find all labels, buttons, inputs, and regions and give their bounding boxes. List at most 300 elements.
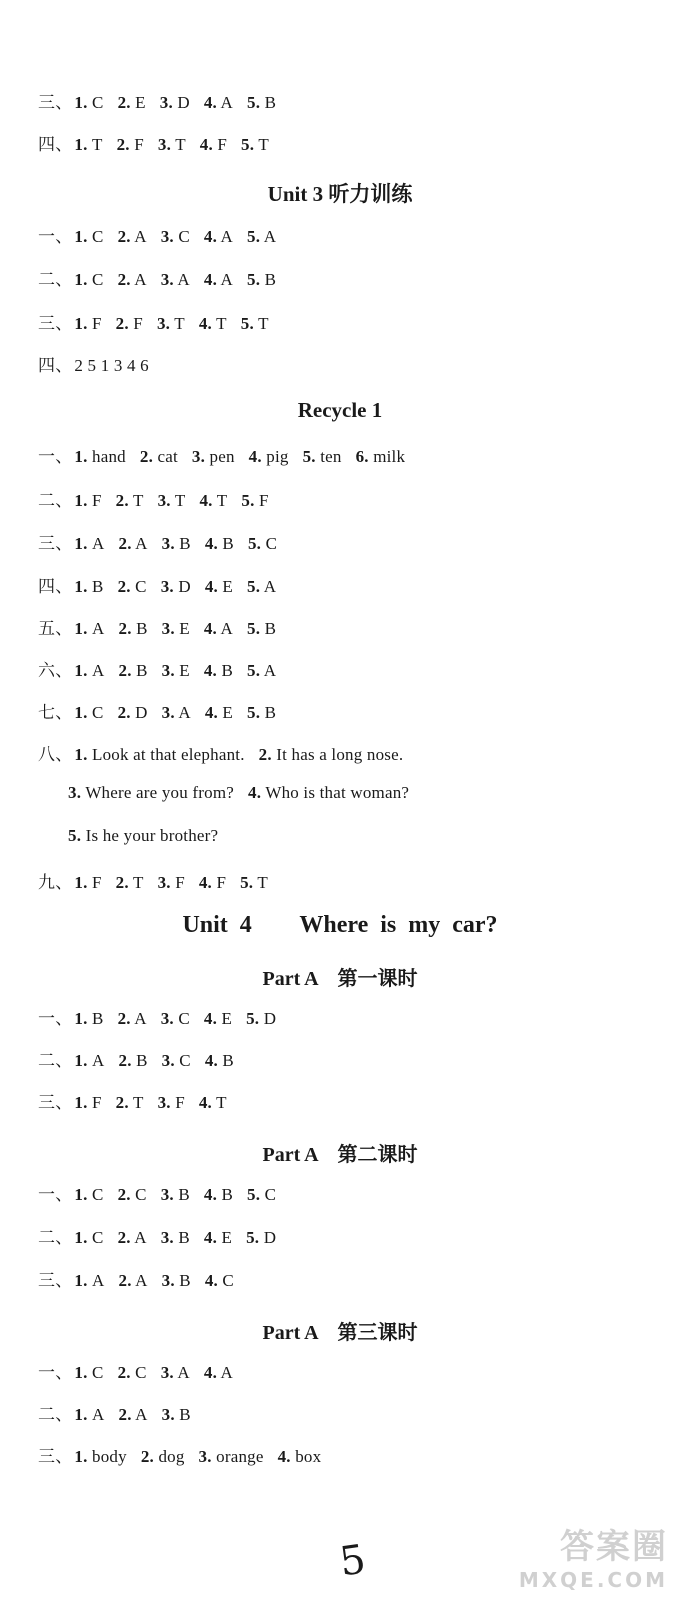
item-number: 3.: [157, 135, 172, 154]
item-number: 4.: [198, 1093, 212, 1112]
item-answer: Who is that woman?: [265, 783, 410, 802]
item-answer: hand: [92, 447, 126, 466]
item-answer: T: [132, 873, 144, 892]
item-number: 1.: [74, 1009, 88, 1028]
answer-item: [118, 227, 147, 246]
answer-item: [74, 1447, 126, 1466]
item-number: 3.: [191, 447, 206, 466]
item-answer: Look at that elephant.: [92, 745, 245, 764]
answer-item: [158, 1093, 185, 1112]
item-answer: A: [92, 661, 105, 680]
item-answer: A: [134, 227, 147, 246]
item-number: 4.: [204, 577, 218, 596]
answer-item: [199, 314, 227, 333]
item-answer: C: [222, 1271, 234, 1290]
item-answer: T: [174, 491, 186, 510]
item-answer: C: [135, 577, 147, 596]
answer-item: [119, 661, 148, 680]
item-answer: T: [92, 135, 103, 154]
item-number: 5.: [247, 534, 262, 553]
item-number: 4.: [203, 1185, 218, 1204]
answer-line: [38, 1180, 290, 1205]
answer-item: [205, 1271, 234, 1290]
item-number: 3.: [160, 270, 174, 289]
answer-line: [38, 1358, 247, 1383]
answer-item: [247, 619, 276, 638]
item-number: 4.: [198, 314, 212, 333]
answer-item: [118, 1185, 147, 1204]
item-number: 1.: [74, 703, 88, 722]
question-number: 四、: [38, 135, 73, 154]
item-answer: B: [178, 1185, 190, 1204]
answer-item: [162, 703, 191, 722]
answer-item: [117, 135, 144, 154]
answer-item: [119, 1405, 148, 1424]
answer-item: [199, 873, 226, 892]
item-number: 4.: [203, 1363, 218, 1382]
item-answer: E: [179, 619, 190, 638]
item-answer: C: [178, 227, 190, 246]
item-answer: A: [92, 534, 105, 553]
item-answer: B: [92, 1009, 104, 1028]
question-number: 一、: [38, 447, 73, 466]
item-answer: A: [135, 1405, 148, 1424]
answer-item: [74, 1009, 103, 1028]
section-heading: Unit 3 听力训练: [267, 182, 413, 206]
item-number: 1.: [74, 745, 88, 764]
item-answer: T: [216, 1093, 227, 1112]
item-answer: body: [92, 1447, 127, 1466]
answer-item: [74, 447, 125, 466]
item-answer: E: [222, 577, 234, 596]
answer-item: [119, 619, 148, 638]
item-number: 3.: [161, 1405, 175, 1424]
question-number: 三、: [38, 1093, 73, 1112]
item-answer: orange: [216, 1447, 264, 1466]
question-number: 二、: [38, 1051, 73, 1070]
item-number: 2.: [115, 873, 129, 892]
watermark-text: 答案圈: [560, 1527, 668, 1567]
answer-item: [200, 135, 227, 154]
answer-item: [199, 1447, 264, 1466]
answer-item: [246, 1228, 276, 1247]
item-answer: A: [220, 93, 234, 112]
item-answer: D: [263, 1009, 277, 1028]
answer-item: [74, 1185, 103, 1204]
answer-item: [118, 1363, 147, 1382]
item-answer: C: [92, 703, 104, 722]
item-answer: F: [92, 314, 102, 333]
item-answer: F: [175, 1093, 185, 1112]
item-answer: A: [92, 619, 105, 638]
answer-item: [119, 534, 148, 553]
item-answer: T: [258, 314, 269, 333]
item-number: 4.: [199, 135, 213, 154]
answer-line: [38, 88, 290, 113]
answer-line: [38, 1442, 335, 1467]
item-number: 4.: [204, 534, 218, 553]
question-number: 七、: [38, 703, 73, 722]
item-answer: cat: [157, 447, 178, 466]
item-answer: B: [136, 619, 148, 638]
question-number: 九、: [38, 873, 73, 892]
item-number: 1.: [74, 1093, 88, 1112]
answer-item: [161, 1009, 190, 1028]
answer-item: [162, 619, 190, 638]
item-answer: E: [222, 703, 234, 722]
answer-item: [199, 1093, 227, 1112]
item-number: 1.: [74, 270, 88, 289]
answer-item: [74, 661, 104, 680]
item-number: 2.: [118, 1405, 132, 1424]
item-number: 4.: [199, 491, 213, 510]
answer-item: [247, 1185, 276, 1204]
item-answer: C: [179, 1051, 191, 1070]
item-answer: F: [92, 491, 102, 510]
item-answer: A: [92, 1405, 105, 1424]
item-answer: B: [222, 534, 234, 553]
item-answer: A: [263, 227, 277, 246]
item-answer: Where are you from?: [85, 783, 235, 802]
item-number: 1.: [74, 577, 88, 596]
item-answer: F: [92, 873, 102, 892]
item-number: 2.: [118, 534, 132, 553]
item-answer: A: [92, 1051, 105, 1070]
answer-item: [204, 1185, 233, 1204]
item-number: 3.: [161, 1271, 175, 1290]
item-answer: T: [258, 135, 269, 154]
answer-line: [38, 351, 163, 376]
item-answer: B: [221, 1185, 234, 1204]
item-answer: B: [264, 93, 277, 112]
item-answer: D: [135, 703, 148, 722]
item-answer: A: [220, 270, 234, 289]
item-answer: pig: [266, 447, 289, 466]
item-answer: A: [92, 1271, 105, 1290]
item-answer: C: [92, 93, 104, 112]
item-number: 5.: [240, 873, 254, 892]
answer-item: [192, 447, 235, 466]
item-number: 4.: [248, 783, 262, 802]
answer-item: [246, 1009, 276, 1028]
answer-item: [116, 491, 144, 510]
answer-line: [38, 486, 283, 511]
answer-item: [118, 1228, 147, 1247]
item-number: 2.: [116, 135, 130, 154]
item-number: 4.: [203, 93, 218, 112]
question-number: 八、: [38, 745, 73, 764]
answer-item: [74, 745, 244, 764]
answer-item: [162, 1051, 191, 1070]
item-number: 5.: [302, 447, 316, 466]
item-answer: B: [264, 270, 277, 289]
item-number: 4.: [277, 1447, 291, 1466]
item-answer: A: [134, 1009, 147, 1028]
answer-line: [38, 868, 282, 893]
answer-item: [158, 873, 185, 892]
answer-item: [249, 447, 289, 466]
item-number: 5.: [247, 661, 261, 680]
item-answer: C: [92, 1185, 104, 1204]
item-number: 3.: [161, 703, 175, 722]
answer-item: [116, 314, 143, 333]
item-number: 3.: [161, 534, 175, 553]
item-number: 2.: [117, 1185, 131, 1204]
answer-item: [74, 577, 103, 596]
section-heading: Part A 第一课时: [262, 968, 418, 990]
question-number: 二、: [38, 1228, 73, 1247]
answer-line: [38, 309, 283, 334]
item-number: 5.: [241, 491, 255, 510]
answer-item: [74, 534, 104, 553]
item-number: 6.: [355, 447, 369, 466]
section-heading: Unit 4 Where is my car?: [182, 912, 498, 938]
item-answer: C: [135, 1363, 147, 1382]
item-number: 2.: [117, 227, 131, 246]
answer-line: [38, 265, 290, 290]
answer-line: [38, 740, 417, 765]
item-number: 5.: [247, 227, 261, 246]
item-answer: D: [263, 1228, 277, 1247]
section-heading: Part A 第三课时: [262, 1322, 418, 1344]
item-answer: B: [221, 661, 234, 680]
item-number: 3.: [156, 314, 171, 333]
item-number: 2.: [117, 1009, 131, 1028]
answer-item: [158, 135, 186, 154]
answer-item: [205, 703, 233, 722]
item-answer: A: [263, 577, 277, 596]
item-number: 2.: [117, 1228, 131, 1247]
item-number: 1.: [74, 661, 88, 680]
item-answer: E: [221, 1009, 233, 1028]
item-number: 1.: [74, 447, 88, 466]
answer-item: [116, 1093, 144, 1112]
answer-item: [74, 1051, 104, 1070]
item-number: 2.: [140, 1447, 154, 1466]
item-number: 3.: [160, 577, 174, 596]
item-number: 1.: [74, 1447, 88, 1466]
answer-item: [74, 314, 101, 333]
answer-line: [38, 656, 290, 681]
item-answer: C: [92, 1363, 104, 1382]
item-number: 4.: [203, 227, 218, 246]
answer-line: [38, 1046, 248, 1071]
item-number: 5.: [247, 93, 261, 112]
item-number: 1.: [74, 1363, 88, 1382]
answer-line: [68, 826, 232, 846]
item-number: 4.: [203, 270, 218, 289]
item-number: 3.: [160, 227, 174, 246]
item-number: 4.: [204, 1051, 218, 1070]
item-number: 1.: [74, 534, 88, 553]
item-number: 3.: [160, 1363, 174, 1382]
answer-item: [74, 1228, 103, 1247]
item-number: 2.: [118, 619, 132, 638]
answer-item: [161, 1363, 190, 1382]
answer-item: [157, 314, 185, 333]
answer-item: [241, 314, 269, 333]
answer-item: [74, 491, 101, 510]
answer-item: [158, 491, 186, 510]
section-heading: Recycle 1: [297, 398, 383, 422]
question-number: 二、: [38, 270, 73, 289]
answer-item: [74, 270, 103, 289]
answer-item: [68, 826, 218, 845]
question-number: 二、: [38, 491, 73, 510]
answer-item: [247, 93, 276, 112]
item-number: 2.: [117, 1363, 131, 1382]
section-heading: Part A 第二课时: [262, 1144, 418, 1166]
question-number: 三、: [38, 1447, 73, 1466]
item-number: 1.: [74, 1271, 88, 1290]
watermark-url: MXQE.COM: [518, 1568, 668, 1592]
item-number: 5.: [246, 1228, 260, 1247]
item-answer: dog: [158, 1447, 185, 1466]
item-answer: A: [134, 1228, 147, 1247]
answer-item: [161, 577, 191, 596]
item-number: 1.: [74, 93, 88, 112]
answer-item: [278, 1447, 322, 1466]
item-answer: D: [178, 577, 191, 596]
item-number: 2.: [115, 1093, 129, 1112]
item-number: 1.: [74, 314, 88, 333]
question-number: 三、: [38, 1271, 73, 1290]
answer-item: [161, 270, 190, 289]
answer-item: [119, 1271, 148, 1290]
answer-item: [205, 577, 233, 596]
item-number: 1.: [74, 1405, 88, 1424]
item-answer: B: [179, 1271, 191, 1290]
item-answer: B: [92, 577, 104, 596]
item-number: 5.: [247, 619, 261, 638]
question-number: 四、: [38, 356, 73, 375]
item-number: 3.: [161, 619, 175, 638]
item-number: 2.: [118, 661, 132, 680]
item-answer: E: [135, 93, 146, 112]
item-answer: pen: [209, 447, 235, 466]
item-answer: F: [175, 873, 185, 892]
item-answer: A: [135, 1271, 148, 1290]
answer-line: [38, 130, 283, 155]
question-number: 三、: [38, 314, 73, 333]
item-answer: F: [133, 314, 143, 333]
item-number: 3.: [157, 873, 171, 892]
item-answer: E: [179, 661, 190, 680]
item-answer: A: [134, 270, 147, 289]
item-number: 5.: [247, 1185, 261, 1204]
item-number: 4.: [203, 619, 218, 638]
answer-item: [303, 447, 342, 466]
item-number: 5.: [241, 135, 255, 154]
answer-item: [240, 873, 268, 892]
page-number: 5: [336, 1536, 369, 1586]
answer-item: [118, 577, 147, 596]
answer-line: [38, 222, 290, 247]
item-answer: A: [177, 270, 190, 289]
item-number: 2.: [139, 447, 154, 466]
item-number: 2.: [115, 314, 129, 333]
item-answer: milk: [373, 447, 406, 466]
answer-item: [162, 1405, 191, 1424]
item-number: 4.: [203, 661, 218, 680]
answer-item: [74, 1405, 104, 1424]
item-answer: C: [92, 270, 104, 289]
answer-item: [204, 661, 233, 680]
answer-item: [248, 783, 409, 802]
item-number: 3.: [68, 783, 82, 802]
item-number: 4.: [204, 703, 218, 722]
answer-item: [74, 1093, 101, 1112]
item-answer: A: [263, 661, 277, 680]
item-number: 2.: [117, 577, 131, 596]
item-answer: B: [136, 661, 148, 680]
answer-item: [204, 1363, 233, 1382]
answer-item: [204, 270, 233, 289]
item-answer: F: [217, 135, 228, 154]
item-answer: A: [220, 227, 234, 246]
answer-item: [74, 227, 103, 246]
item-number: 2.: [118, 1051, 132, 1070]
item-answer: 2 5 1 3 4 6: [74, 356, 149, 375]
answer-item: [162, 1271, 191, 1290]
answer-item: [247, 661, 276, 680]
item-answer: T: [216, 491, 228, 510]
answer-line: [38, 1088, 241, 1113]
item-answer: B: [179, 1405, 191, 1424]
item-number: 5.: [247, 703, 261, 722]
answer-item: [74, 356, 148, 375]
item-number: 3.: [157, 491, 171, 510]
item-answer: C: [264, 1185, 277, 1204]
item-answer: C: [178, 1009, 190, 1028]
answer-item: [161, 227, 190, 246]
item-answer: F: [92, 1093, 102, 1112]
item-answer: B: [264, 703, 277, 722]
answer-line: [38, 572, 290, 597]
item-answer: box: [295, 1447, 322, 1466]
item-answer: A: [220, 619, 234, 638]
answer-item: [118, 93, 146, 112]
item-number: 1.: [74, 1051, 88, 1070]
answer-item: [162, 661, 190, 680]
item-number: 5.: [247, 577, 261, 596]
watermark-logo: [519, 1519, 668, 1592]
item-number: 1.: [74, 873, 88, 892]
answer-item: [205, 1051, 234, 1070]
answer-item: [199, 491, 227, 510]
item-answer: D: [177, 93, 190, 112]
item-answer: A: [177, 1363, 190, 1382]
item-answer: F: [134, 135, 144, 154]
item-number: 5.: [247, 270, 261, 289]
item-number: 5.: [68, 826, 82, 845]
answer-item: [247, 577, 276, 596]
answer-line: [38, 614, 290, 639]
question-number: 一、: [38, 227, 73, 246]
answer-item: [140, 447, 178, 466]
item-answer: F: [216, 873, 227, 892]
answer-item: [74, 619, 104, 638]
answer-item: [204, 619, 233, 638]
answer-item: [141, 1447, 185, 1466]
item-answer: C: [92, 1228, 104, 1247]
answer-item: [241, 135, 269, 154]
question-number: 三、: [38, 93, 73, 112]
answer-item: [119, 1051, 148, 1070]
answer-item: [74, 135, 102, 154]
answer-item: [161, 1228, 190, 1247]
answer-item: [205, 534, 234, 553]
